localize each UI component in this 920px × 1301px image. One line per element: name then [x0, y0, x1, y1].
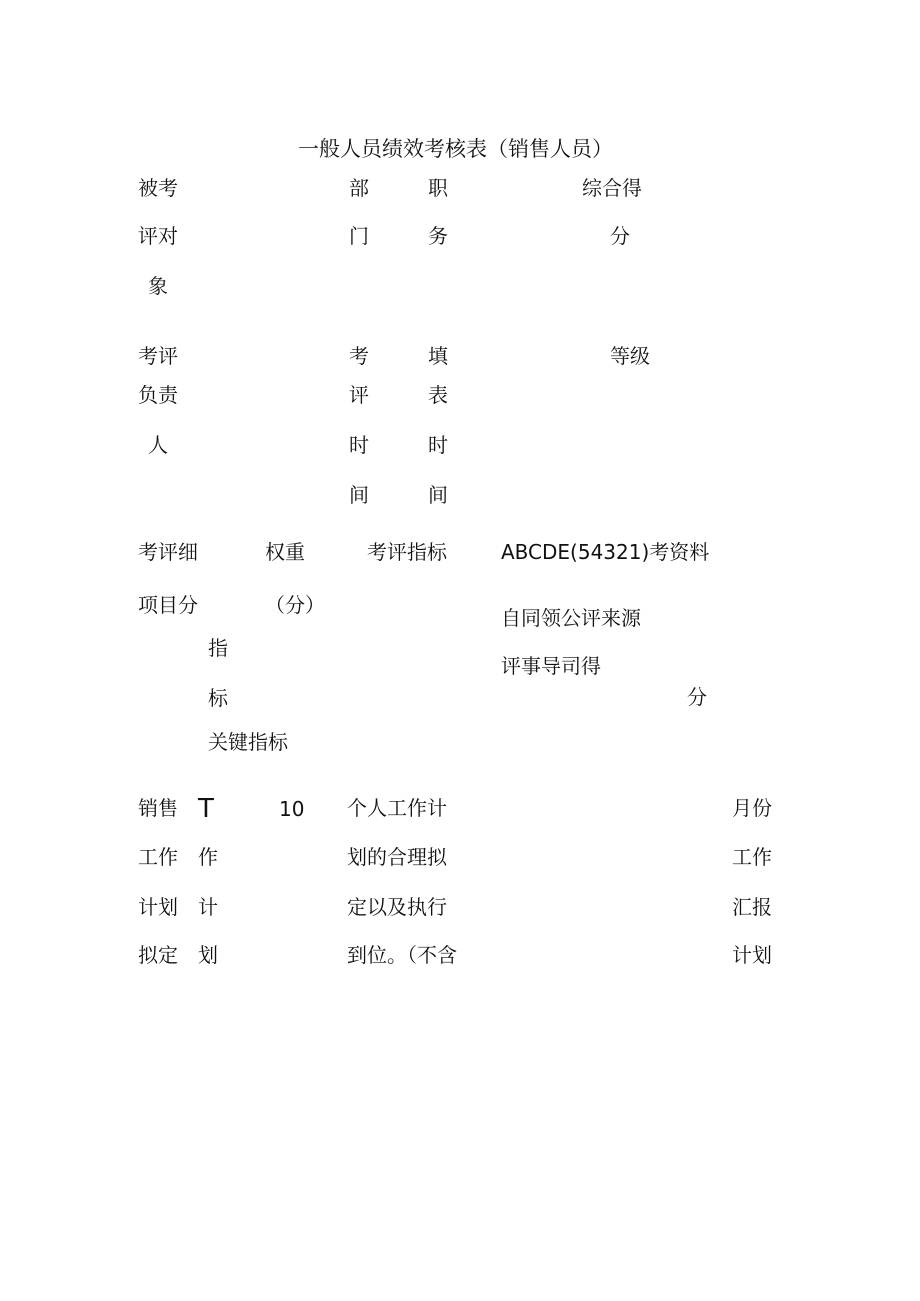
row-item-4: 拟定 [138, 943, 178, 967]
total-score-label-1: 综合得 [582, 176, 642, 200]
row-item-2: 工作 [138, 845, 178, 869]
reviewer-label-1: 考评 [138, 344, 178, 368]
review-time-label-1: 考 [349, 344, 369, 368]
row-criteria-2: 划的合理拟 [347, 845, 447, 869]
review-time-label-3: 时 [349, 433, 369, 457]
subject-label-2: 评对 [138, 224, 178, 248]
col-indicator-2: 标 [208, 686, 228, 710]
position-label-2: 务 [428, 224, 448, 248]
col-item-score-1: 考评细 [138, 540, 198, 564]
subject-label-1: 被考 [138, 176, 178, 200]
col-weight-2: （分） [265, 593, 325, 617]
fill-time-label-3: 时 [428, 433, 448, 457]
col-sources-2: 评事导司得 [501, 654, 601, 678]
col-key-indicator: 关键指标 [208, 730, 288, 754]
row-item-3: 计划 [138, 895, 178, 919]
grade-label: 等级 [610, 344, 650, 368]
review-time-label-4: 间 [349, 483, 369, 507]
review-time-label-2: 评 [349, 383, 369, 407]
col-criteria: 考评指标 [367, 540, 447, 564]
row-criteria-1: 个人工作计 [347, 796, 447, 820]
row-criteria-3: 定以及执行 [347, 895, 447, 919]
row-source-1: 月份 [732, 796, 772, 820]
col-score-suffix: 分 [687, 685, 707, 709]
page-title: 一般人员绩效考核表（销售人员） [298, 137, 613, 161]
subject-label-3: 象 [148, 274, 168, 298]
fill-time-label-1: 填 [428, 344, 448, 368]
fill-time-label-2: 表 [428, 383, 448, 407]
row-indicator-3: 划 [198, 943, 218, 967]
row-indicator-1: 作 [198, 845, 218, 869]
total-score-label-2: 分 [610, 224, 630, 248]
row-indicator-2: 计 [198, 895, 218, 919]
row-criteria-4: 到位。（不含 [347, 943, 457, 967]
reviewer-label-3: 人 [148, 433, 168, 457]
col-weight-1: 权重 [265, 540, 305, 564]
row-indicator-head: T [198, 794, 214, 824]
dept-label-2: 门 [349, 224, 369, 248]
row-item-1: 销售 [138, 796, 178, 820]
row-source-4: 计划 [732, 943, 772, 967]
fill-time-label-4: 间 [428, 483, 448, 507]
col-item-score-2: 项目分 [138, 593, 198, 617]
col-grades: ABCDE(54321)考资料 [501, 540, 710, 564]
reviewer-label-2: 负责 [138, 383, 178, 407]
row-weight: 10 [279, 797, 305, 821]
position-label-1: 职 [428, 176, 448, 200]
row-source-2: 工作 [732, 845, 772, 869]
dept-label-1: 部 [349, 176, 369, 200]
row-source-3: 汇报 [732, 895, 772, 919]
col-sources-1: 自同领公评来源 [501, 606, 641, 630]
col-indicator-1: 指 [208, 636, 228, 660]
